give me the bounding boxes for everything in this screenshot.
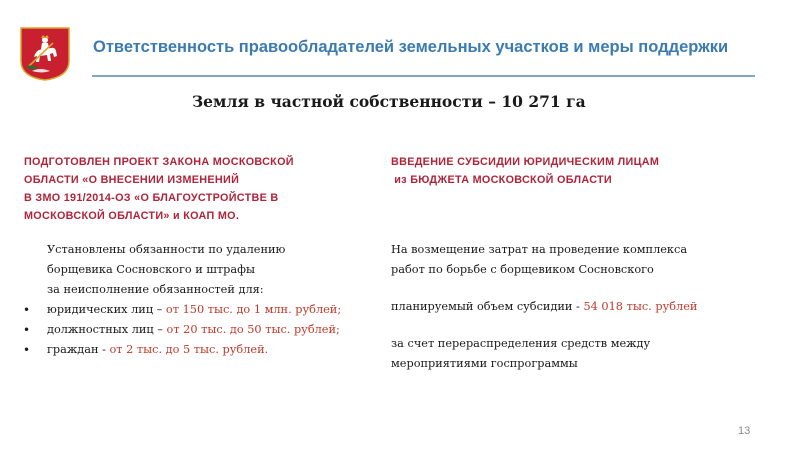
list-item [22,300,372,320]
list-item [22,320,372,340]
title-divider [92,75,755,77]
page-number: 13 [738,425,751,437]
fine-label: должностных лиц – [47,323,167,336]
page-title: Ответственность правообладателей земельных участков и меры поддержки [93,38,729,56]
subtitle: Земля в частной собственности – 10 271 га [192,92,586,111]
coat-of-arms-icon [20,27,70,81]
right-body [391,240,771,374]
intro-line: за неисполнение обязанностей для: [47,283,264,296]
left-heading-line: МОСКОВСКОЙ ОБЛАСТИ» и КОАП МО. [24,210,240,222]
left-heading-line: ПОДГОТОВЛЕН ПРОЕКТ ЗАКОНА МОСКОВСКОЙ [24,156,294,168]
list-item [22,340,372,360]
fine-amount: от 150 тыс. до 1 млн. рублей; [165,303,342,316]
right-heading [391,153,751,189]
fine-label: юридических лиц – [47,303,166,316]
funding-source-line: мероприятиями госпрограммы [391,357,578,370]
fine-amount: от 2 тыс. до 5 тыс. рублей. [109,343,269,356]
subsidy-purpose-line: работ по борьбе с борщевиком Сосновского [391,263,654,276]
right-heading-line: из БЮДЖЕТА МОСКОВСКОЙ ОБЛАСТИ [391,174,612,186]
funding-source-line: за счет перераспределения средств между [391,337,651,350]
left-heading-line: В ЗМО 191/2014-ОЗ «О БЛАГОУСТРОЙСТВЕ В [24,192,279,204]
left-heading [24,153,364,225]
intro-text [22,240,372,300]
fine-label: граждан - [47,343,110,356]
left-heading-line: ОБЛАСТИ «О ВНЕСЕНИИ ИЗМЕНЕНИЙ [24,174,240,186]
subsidy-amount-line [391,297,771,317]
spacer [391,317,771,334]
subsidy-purpose-line: На возмещение затрат на проведение комплекса [391,243,688,256]
intro-line: Установлены обязанности по удалению [47,243,286,256]
subsidy-amount: 54 018 тыс. рублей [583,300,698,313]
left-body [22,240,372,360]
fine-amount: от 20 тыс. до 50 тыс. рублей; [166,323,340,336]
fines-list [22,300,372,360]
right-heading-line: ВВЕДЕНИЕ СУБСИДИИ ЮРИДИЧЕСКИМ ЛИЦАМ [391,156,660,168]
subsidy-label: планируемый объем субсидии - [391,300,584,313]
spacer [391,280,771,297]
intro-line: борщевика Сосновского и штрафы [47,263,255,276]
